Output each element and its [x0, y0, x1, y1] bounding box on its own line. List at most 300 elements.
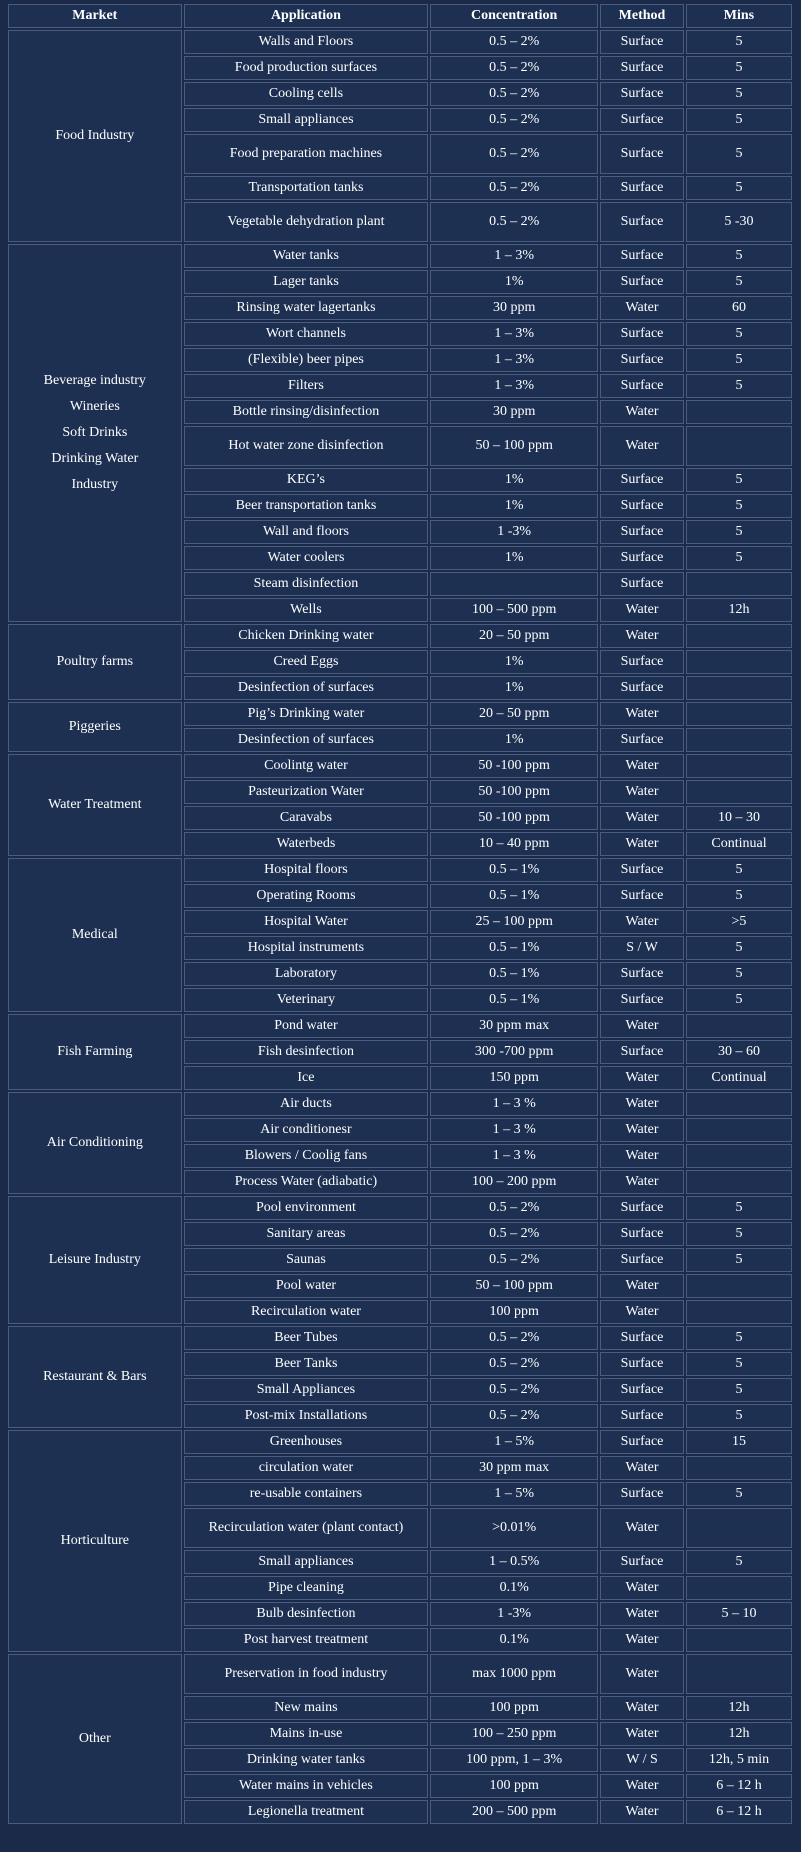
- application-cell: Air conditionesr: [184, 1118, 429, 1142]
- application-cell: Bulb desinfection: [184, 1602, 429, 1626]
- method-cell: Water: [600, 1092, 684, 1116]
- concentration-cell: 0.5 – 2%: [430, 1248, 598, 1272]
- method-cell: Surface: [600, 1040, 684, 1064]
- mins-cell: 5: [686, 1326, 792, 1350]
- application-cell: Post-mix Installations: [184, 1404, 429, 1428]
- market-name: Food Industry: [55, 128, 135, 143]
- method-cell: Surface: [600, 176, 684, 200]
- market-name: Piggeries: [68, 719, 121, 734]
- method-cell: Water: [600, 296, 684, 320]
- mins-cell: 12h: [686, 1722, 792, 1746]
- market-name: Fish Farming: [57, 1044, 133, 1059]
- method-cell: Surface: [600, 270, 684, 294]
- application-cell: Beer Tanks: [184, 1352, 429, 1376]
- method-cell: Surface: [600, 884, 684, 908]
- application-cell: (Flexible) beer pipes: [184, 348, 429, 372]
- concentration-cell: 1 – 3%: [430, 374, 598, 398]
- application-cell: Hot water zone disinfection: [184, 426, 429, 466]
- application-cell: Pond water: [184, 1014, 429, 1038]
- application-cell: Saunas: [184, 1248, 429, 1272]
- mins-cell: [686, 572, 792, 596]
- application-cell: Water coolers: [184, 546, 429, 570]
- mins-cell: [686, 754, 792, 778]
- application-cell: Mains in-use: [184, 1722, 429, 1746]
- application-cell: Waterbeds: [184, 832, 429, 856]
- method-cell: Surface: [600, 546, 684, 570]
- concentration-cell: 1 – 3 %: [430, 1118, 598, 1142]
- method-cell: Water: [600, 780, 684, 804]
- concentration-cell: 1%: [430, 546, 598, 570]
- mins-cell: [686, 1654, 792, 1694]
- mins-cell: 5: [686, 520, 792, 544]
- concentration-cell: 0.5 – 2%: [430, 108, 598, 132]
- application-cell: Laboratory: [184, 962, 429, 986]
- concentration-cell: 0.5 – 2%: [430, 56, 598, 80]
- application-cell: Greenhouses: [184, 1430, 429, 1454]
- mins-cell: 5: [686, 176, 792, 200]
- mins-cell: 10 – 30: [686, 806, 792, 830]
- method-cell: Water: [600, 426, 684, 466]
- market-name: Drinking Water: [51, 451, 139, 466]
- market-cell: [8, 702, 182, 752]
- method-cell: Surface: [600, 374, 684, 398]
- method-cell: Water: [600, 806, 684, 830]
- market-cell: [8, 1326, 182, 1428]
- concentration-cell: 1%: [430, 270, 598, 294]
- concentration-cell: 200 – 500 ppm: [430, 1800, 598, 1824]
- concentration-cell: 1%: [430, 468, 598, 492]
- method-cell: Water: [600, 1654, 684, 1694]
- concentration-cell: 100 ppm, 1 – 3%: [430, 1748, 598, 1772]
- method-cell: Surface: [600, 858, 684, 882]
- table-body: [8, 30, 792, 1824]
- application-cell: Wall and floors: [184, 520, 429, 544]
- method-cell: Water: [600, 1576, 684, 1600]
- mins-cell: [686, 1576, 792, 1600]
- concentration-cell: 100 ppm: [430, 1300, 598, 1324]
- method-cell: Surface: [600, 468, 684, 492]
- application-cell: Drinking water tanks: [184, 1748, 429, 1772]
- concentration-cell: 0.5 – 2%: [430, 1326, 598, 1350]
- mins-cell: [686, 1508, 792, 1548]
- market-cell: [8, 754, 182, 856]
- application-cell: Steam disinfection: [184, 572, 429, 596]
- application-cell: Chicken Drinking water: [184, 624, 429, 648]
- application-cell: Recirculation water: [184, 1300, 429, 1324]
- mins-cell: [686, 1456, 792, 1480]
- table-row: [8, 1014, 792, 1038]
- mins-cell: 15: [686, 1430, 792, 1454]
- method-cell: Surface: [600, 82, 684, 106]
- concentration-cell: 0.5 – 2%: [430, 176, 598, 200]
- mins-cell: 5: [686, 1550, 792, 1574]
- method-cell: Water: [600, 598, 684, 622]
- concentration-cell: 1 -3%: [430, 1602, 598, 1626]
- concentration-cell: 50 -100 ppm: [430, 806, 598, 830]
- header-application: Application: [184, 4, 429, 28]
- method-cell: Surface: [600, 728, 684, 752]
- mins-cell: [686, 1300, 792, 1324]
- method-cell: Surface: [600, 1482, 684, 1506]
- concentration-cell: 30 ppm: [430, 296, 598, 320]
- method-cell: Water: [600, 1274, 684, 1298]
- application-cell: Pasteurization Water: [184, 780, 429, 804]
- method-cell: Water: [600, 1722, 684, 1746]
- mins-cell: 5: [686, 134, 792, 174]
- method-cell: Water: [600, 624, 684, 648]
- application-cell: Caravabs: [184, 806, 429, 830]
- method-cell: Surface: [600, 1352, 684, 1376]
- mins-cell: [686, 1144, 792, 1168]
- application-cell: Bottle rinsing/disinfection: [184, 400, 429, 424]
- mins-cell: 5: [686, 1352, 792, 1376]
- table-row: [8, 1326, 792, 1350]
- market-name: Wineries: [69, 399, 120, 414]
- application-cell: Coolintg water: [184, 754, 429, 778]
- mins-cell: [686, 400, 792, 424]
- mins-cell: 12h: [686, 598, 792, 622]
- method-cell: Surface: [600, 1430, 684, 1454]
- method-cell: Water: [600, 1696, 684, 1720]
- market-name: Beverage industry: [43, 373, 146, 388]
- concentration-cell: 1 – 5%: [430, 1482, 598, 1506]
- concentration-cell: 1 -3%: [430, 520, 598, 544]
- header-row: [8, 4, 792, 28]
- application-cell: Lager tanks: [184, 270, 429, 294]
- concentration-cell: 0.1%: [430, 1576, 598, 1600]
- application-cell: Wort channels: [184, 322, 429, 346]
- application-cell: Recirculation water (plant contact): [184, 1508, 429, 1548]
- mins-cell: 5: [686, 374, 792, 398]
- application-cell: Filters: [184, 374, 429, 398]
- concentration-cell: 100 – 250 ppm: [430, 1722, 598, 1746]
- method-cell: Surface: [600, 134, 684, 174]
- application-cell: Transportation tanks: [184, 176, 429, 200]
- table-row: [8, 754, 792, 778]
- disinfection-table: [6, 2, 794, 1826]
- application-cell: KEG’s: [184, 468, 429, 492]
- method-cell: Water: [600, 1602, 684, 1626]
- mins-cell: [686, 1170, 792, 1194]
- concentration-cell: 1 – 3 %: [430, 1144, 598, 1168]
- mins-cell: 60: [686, 296, 792, 320]
- mins-cell: [686, 702, 792, 726]
- method-cell: Surface: [600, 1550, 684, 1574]
- mins-cell: [686, 1118, 792, 1142]
- application-cell: re-usable containers: [184, 1482, 429, 1506]
- method-cell: Surface: [600, 108, 684, 132]
- market-name: Medical: [71, 927, 118, 942]
- concentration-cell: 0.5 – 2%: [430, 202, 598, 242]
- application-cell: Preservation in food industry: [184, 1654, 429, 1694]
- concentration-cell: 20 – 50 ppm: [430, 702, 598, 726]
- application-cell: Walls and Floors: [184, 30, 429, 54]
- market-name: Poultry farms: [56, 654, 134, 669]
- method-cell: Surface: [600, 202, 684, 242]
- mins-cell: [686, 426, 792, 466]
- application-cell: Food preparation machines: [184, 134, 429, 174]
- method-cell: Water: [600, 910, 684, 934]
- method-cell: Surface: [600, 56, 684, 80]
- application-cell: Small appliances: [184, 108, 429, 132]
- table-row: [8, 702, 792, 726]
- application-cell: Small Appliances: [184, 1378, 429, 1402]
- mins-cell: 6 – 12 h: [686, 1774, 792, 1798]
- application-cell: Air ducts: [184, 1092, 429, 1116]
- market-cell: [8, 624, 182, 700]
- header-market: Market: [8, 4, 182, 28]
- market-cell: [8, 1092, 182, 1194]
- mins-cell: 5: [686, 962, 792, 986]
- concentration-cell: 0.5 – 2%: [430, 82, 598, 106]
- mins-cell: 5: [686, 936, 792, 960]
- table-row: [8, 858, 792, 882]
- concentration-cell: 30 ppm: [430, 400, 598, 424]
- application-cell: Small appliances: [184, 1550, 429, 1574]
- method-cell: Surface: [600, 520, 684, 544]
- concentration-cell: 0.5 – 1%: [430, 858, 598, 882]
- mins-cell: 5: [686, 244, 792, 268]
- market-name: Soft Drinks: [62, 425, 128, 440]
- concentration-cell: 100 – 200 ppm: [430, 1170, 598, 1194]
- concentration-cell: 25 – 100 ppm: [430, 910, 598, 934]
- concentration-cell: [430, 572, 598, 596]
- method-cell: Surface: [600, 348, 684, 372]
- method-cell: Surface: [600, 1326, 684, 1350]
- table-row: [8, 624, 792, 648]
- concentration-cell: 30 ppm max: [430, 1456, 598, 1480]
- concentration-cell: 1 – 3 %: [430, 1092, 598, 1116]
- method-cell: Surface: [600, 30, 684, 54]
- mins-cell: 5: [686, 468, 792, 492]
- method-cell: Water: [600, 1066, 684, 1090]
- application-cell: Pipe cleaning: [184, 1576, 429, 1600]
- concentration-cell: 0.1%: [430, 1628, 598, 1652]
- application-cell: Beer Tubes: [184, 1326, 429, 1350]
- mins-cell: 5 – 10: [686, 1602, 792, 1626]
- mins-cell: 5: [686, 82, 792, 106]
- mins-cell: >5: [686, 910, 792, 934]
- mins-cell: 6 – 12 h: [686, 1800, 792, 1824]
- concentration-cell: 100 ppm: [430, 1696, 598, 1720]
- method-cell: Surface: [600, 1196, 684, 1220]
- mins-cell: 5 -30: [686, 202, 792, 242]
- concentration-cell: 50 – 100 ppm: [430, 426, 598, 466]
- concentration-cell: 0.5 – 1%: [430, 988, 598, 1012]
- market-name: Water Treatment: [48, 797, 142, 812]
- concentration-cell: 100 ppm: [430, 1774, 598, 1798]
- mins-cell: 5: [686, 546, 792, 570]
- concentration-cell: 50 – 100 ppm: [430, 1274, 598, 1298]
- application-cell: Hospital instruments: [184, 936, 429, 960]
- market-cell: [8, 858, 182, 1012]
- concentration-cell: 1%: [430, 494, 598, 518]
- application-cell: circulation water: [184, 1456, 429, 1480]
- mins-cell: 5: [686, 348, 792, 372]
- method-cell: Surface: [600, 650, 684, 674]
- mins-cell: 5: [686, 1482, 792, 1506]
- mins-cell: [686, 650, 792, 674]
- method-cell: Surface: [600, 1378, 684, 1402]
- concentration-cell: 1 – 0.5%: [430, 1550, 598, 1574]
- mins-cell: 5: [686, 322, 792, 346]
- mins-cell: 5: [686, 858, 792, 882]
- application-cell: Pig’s Drinking water: [184, 702, 429, 726]
- method-cell: Water: [600, 1774, 684, 1798]
- concentration-cell: 300 -700 ppm: [430, 1040, 598, 1064]
- mins-cell: Continual: [686, 1066, 792, 1090]
- application-cell: Food production surfaces: [184, 56, 429, 80]
- table-row: [8, 1196, 792, 1220]
- method-cell: Water: [600, 1300, 684, 1324]
- header-concentration: Concentration: [430, 4, 598, 28]
- method-cell: Surface: [600, 1404, 684, 1428]
- mins-cell: 12h, 5 min: [686, 1748, 792, 1772]
- mins-cell: Continual: [686, 832, 792, 856]
- mins-cell: 5: [686, 108, 792, 132]
- concentration-cell: 1 – 3%: [430, 244, 598, 268]
- application-cell: Legionella treatment: [184, 1800, 429, 1824]
- mins-cell: [686, 780, 792, 804]
- method-cell: Water: [600, 1014, 684, 1038]
- application-cell: Desinfection of surfaces: [184, 728, 429, 752]
- mins-cell: [686, 1274, 792, 1298]
- mins-cell: [686, 1092, 792, 1116]
- mins-cell: [686, 624, 792, 648]
- concentration-cell: max 1000 ppm: [430, 1654, 598, 1694]
- concentration-cell: 1%: [430, 676, 598, 700]
- application-cell: Hospital floors: [184, 858, 429, 882]
- method-cell: Surface: [600, 572, 684, 596]
- concentration-cell: 0.5 – 2%: [430, 30, 598, 54]
- market-name: Horticulture: [60, 1533, 130, 1548]
- application-cell: Wells: [184, 598, 429, 622]
- application-cell: Sanitary areas: [184, 1222, 429, 1246]
- market-name: Industry: [71, 477, 119, 492]
- mins-cell: [686, 676, 792, 700]
- mins-cell: [686, 1014, 792, 1038]
- mins-cell: 5: [686, 1404, 792, 1428]
- concentration-cell: 1%: [430, 728, 598, 752]
- concentration-cell: 30 ppm max: [430, 1014, 598, 1038]
- application-cell: Blowers / Coolig fans: [184, 1144, 429, 1168]
- method-cell: Water: [600, 1628, 684, 1652]
- market-cell: [8, 1014, 182, 1090]
- concentration-cell: 50 -100 ppm: [430, 754, 598, 778]
- method-cell: Water: [600, 1456, 684, 1480]
- table-row: [8, 30, 792, 54]
- application-cell: Hospital Water: [184, 910, 429, 934]
- concentration-cell: 10 – 40 ppm: [430, 832, 598, 856]
- method-cell: Surface: [600, 676, 684, 700]
- method-cell: Water: [600, 400, 684, 424]
- header-mins: Mins: [686, 4, 792, 28]
- market-name: Leisure Industry: [48, 1252, 141, 1267]
- concentration-cell: 0.5 – 2%: [430, 1378, 598, 1402]
- market-cell: [8, 30, 182, 242]
- method-cell: Water: [600, 832, 684, 856]
- method-cell: Water: [600, 1800, 684, 1824]
- method-cell: Water: [600, 1144, 684, 1168]
- method-cell: Water: [600, 1508, 684, 1548]
- method-cell: Surface: [600, 1222, 684, 1246]
- concentration-cell: 0.5 – 2%: [430, 1222, 598, 1246]
- concentration-cell: 0.5 – 1%: [430, 884, 598, 908]
- application-cell: Cooling cells: [184, 82, 429, 106]
- concentration-cell: 0.5 – 2%: [430, 1352, 598, 1376]
- mins-cell: 5: [686, 988, 792, 1012]
- method-cell: Surface: [600, 962, 684, 986]
- concentration-cell: 0.5 – 2%: [430, 1196, 598, 1220]
- method-cell: Water: [600, 702, 684, 726]
- mins-cell: 5: [686, 1222, 792, 1246]
- method-cell: S / W: [600, 936, 684, 960]
- mins-cell: 30 – 60: [686, 1040, 792, 1064]
- method-cell: Surface: [600, 988, 684, 1012]
- method-cell: Surface: [600, 322, 684, 346]
- method-cell: Surface: [600, 494, 684, 518]
- mins-cell: 5: [686, 1196, 792, 1220]
- application-cell: Operating Rooms: [184, 884, 429, 908]
- market-cell: [8, 1430, 182, 1652]
- mins-cell: [686, 728, 792, 752]
- concentration-cell: 100 – 500 ppm: [430, 598, 598, 622]
- application-cell: Rinsing water lagertanks: [184, 296, 429, 320]
- application-cell: Water tanks: [184, 244, 429, 268]
- method-cell: Surface: [600, 1248, 684, 1272]
- method-cell: Surface: [600, 244, 684, 268]
- concentration-cell: 0.5 – 1%: [430, 936, 598, 960]
- application-cell: Pool environment: [184, 1196, 429, 1220]
- application-cell: Creed Eggs: [184, 650, 429, 674]
- concentration-cell: 1 – 3%: [430, 348, 598, 372]
- application-cell: Veterinary: [184, 988, 429, 1012]
- method-cell: Water: [600, 754, 684, 778]
- concentration-cell: >0.01%: [430, 1508, 598, 1548]
- application-cell: New mains: [184, 1696, 429, 1720]
- mins-cell: 5: [686, 1378, 792, 1402]
- application-cell: Desinfection of surfaces: [184, 676, 429, 700]
- mins-cell: 12h: [686, 1696, 792, 1720]
- mins-cell: 5: [686, 56, 792, 80]
- application-cell: Fish desinfection: [184, 1040, 429, 1064]
- mins-cell: 5: [686, 884, 792, 908]
- application-cell: Post harvest treatment: [184, 1628, 429, 1652]
- table-row: [8, 1092, 792, 1116]
- mins-cell: 5: [686, 494, 792, 518]
- application-cell: Vegetable dehydration plant: [184, 202, 429, 242]
- concentration-cell: 0.5 – 2%: [430, 1404, 598, 1428]
- table-row: [8, 1430, 792, 1454]
- method-cell: W / S: [600, 1748, 684, 1772]
- application-cell: Water mains in vehicles: [184, 1774, 429, 1798]
- method-cell: Water: [600, 1170, 684, 1194]
- concentration-cell: 150 ppm: [430, 1066, 598, 1090]
- application-cell: Pool water: [184, 1274, 429, 1298]
- mins-cell: 5: [686, 270, 792, 294]
- market-name: Other: [78, 1731, 111, 1746]
- table-row: [8, 1654, 792, 1694]
- concentration-cell: 1 – 3%: [430, 322, 598, 346]
- mins-cell: [686, 1628, 792, 1652]
- concentration-cell: 1%: [430, 650, 598, 674]
- market-cell: [8, 244, 182, 622]
- application-cell: Process Water (adiabatic): [184, 1170, 429, 1194]
- application-cell: Beer transportation tanks: [184, 494, 429, 518]
- concentration-cell: 50 -100 ppm: [430, 780, 598, 804]
- method-cell: Water: [600, 1118, 684, 1142]
- market-name: Restaurant & Bars: [43, 1369, 147, 1384]
